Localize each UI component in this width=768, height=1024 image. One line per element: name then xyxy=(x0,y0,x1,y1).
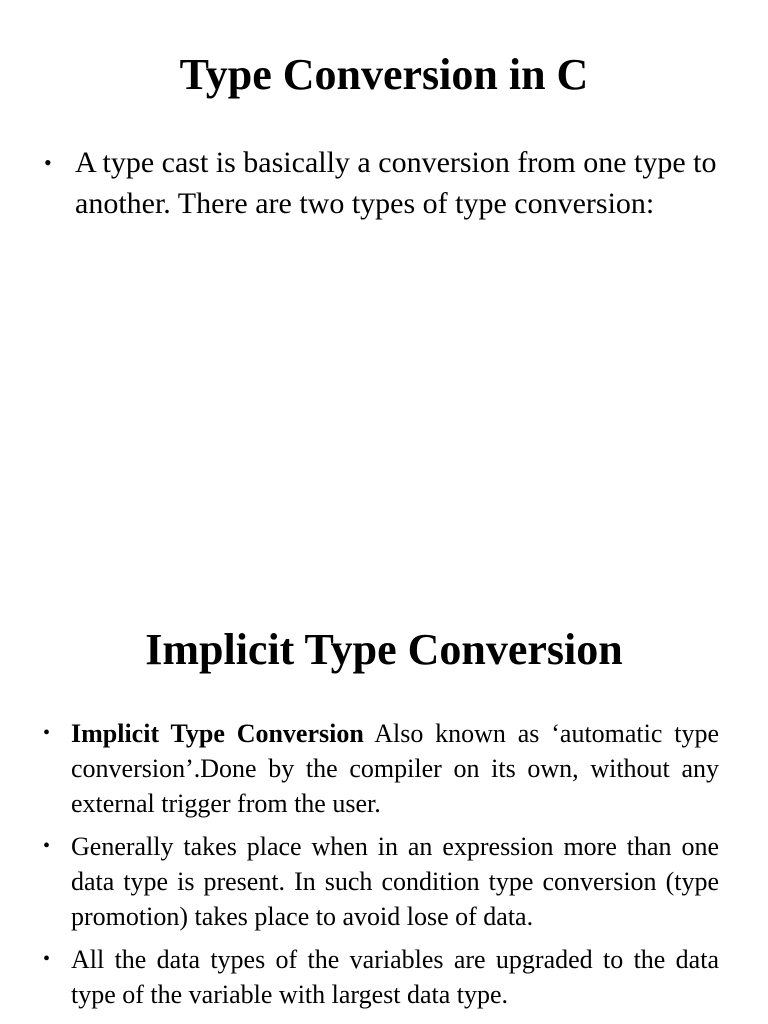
bullet-text: All the data types of the variables are upgraded to the data type of the variable with largest data type. xyxy=(71,945,719,1009)
bullet-text: Also known as ‘automatic type conversion’.Done by the compiler on its own, without any external trigger from the user. xyxy=(71,719,720,818)
bullet-icon: • xyxy=(43,835,51,857)
bullet-text: A type cast is basically a conversion from one type to another. There are two types of type conversion: xyxy=(75,146,717,220)
bullet-icon: • xyxy=(43,948,51,970)
slide-2-title: Implicit Type Conversion xyxy=(145,625,623,674)
slide-1-title: Type Conversion in C xyxy=(179,50,589,99)
bullet-lead-text: Implicit Type Conversion xyxy=(71,719,364,748)
list-item xyxy=(44,142,725,224)
list-item xyxy=(43,942,719,1012)
slide-2-bullet-list xyxy=(43,716,720,1020)
bullet-icon: • xyxy=(43,722,51,744)
list-item xyxy=(43,829,719,934)
bullet-icon: • xyxy=(44,150,52,175)
list-item xyxy=(43,716,720,821)
bullet-text: Generally takes place when in an expression more than one data type is present. In such condition type conversion (type promotion) takes place to avoid lose of data. xyxy=(71,832,719,931)
slide-1-bullet-list xyxy=(44,142,725,224)
